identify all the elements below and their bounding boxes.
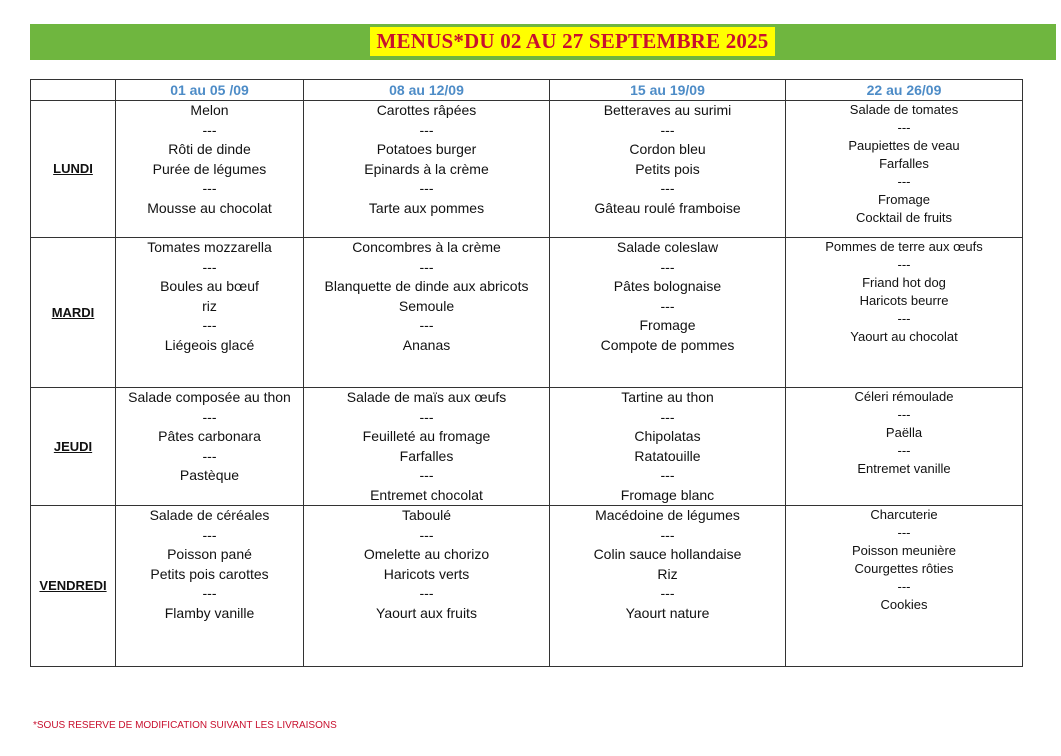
separator: ---: [419, 526, 434, 543]
separator: ---: [897, 174, 911, 189]
dish-item: Petits pois: [635, 160, 700, 177]
dish-item: Concombres à la crème: [352, 239, 501, 255]
dish-item: Tomates mozzarella: [147, 239, 272, 255]
menu-cell: [116, 388, 304, 506]
dish-item: riz: [202, 297, 217, 314]
separator: ---: [897, 525, 911, 540]
dish-item: Pâtes bolognaise: [613, 278, 722, 294]
dish-item: Farfalles: [399, 447, 454, 464]
separator: ---: [897, 257, 911, 272]
dish-item: Charcuterie: [870, 507, 938, 522]
dish-item: Chipolatas: [634, 428, 701, 444]
dish-item: Tartine au thon: [621, 389, 714, 405]
menu-cell: [550, 238, 786, 388]
dish-item: Riz: [657, 565, 678, 582]
separator: ---: [660, 467, 675, 483]
dish-item: Cordon bleu: [629, 141, 706, 157]
menu-row-mardi: [31, 238, 1023, 388]
separator: ---: [202, 317, 217, 333]
dish-item: Compote de pommes: [600, 336, 735, 353]
separator: ---: [202, 180, 217, 196]
dish-item: Entremet chocolat: [370, 486, 483, 503]
separator: ---: [897, 407, 911, 422]
separator: ---: [419, 258, 434, 275]
day-label: MARDI: [31, 238, 116, 388]
dish-item: Colin sauce hollandaise: [593, 546, 742, 562]
menu-cell: [304, 101, 550, 238]
separator: ---: [202, 447, 217, 464]
dish-item: Liégeois glacé: [164, 336, 255, 353]
dish-item: Epinards à la crème: [364, 160, 489, 177]
dish-item: Feuilleté au fromage: [362, 428, 491, 444]
dish-item: Yaourt nature: [625, 604, 710, 621]
dish-item: Salade composée au thon: [128, 389, 291, 405]
dish-item: Pommes de terre aux œufs: [825, 239, 983, 254]
menu-cell: [550, 388, 786, 506]
dish-item: Taboulé: [401, 507, 452, 523]
dish-item: Blanquette de dinde aux abricots: [324, 278, 529, 294]
dish-item: Haricots beurre: [859, 293, 949, 308]
separator: ---: [897, 579, 911, 594]
dish-item: Céleri rémoulade: [854, 389, 954, 404]
separator: ---: [897, 443, 911, 458]
dish-item: Carottes râpées: [376, 102, 477, 118]
separator: ---: [660, 121, 675, 138]
separator: ---: [660, 526, 675, 543]
menu-cell: [786, 506, 1023, 667]
page-title: MENUS*DU 02 AU 27 SEPTEMBRE 2025: [376, 29, 769, 53]
separator: ---: [660, 585, 675, 601]
menu-row-vendredi: [31, 506, 1023, 667]
separator: ---: [660, 408, 675, 425]
column-header-week-2: 08 au 12/09: [304, 80, 550, 101]
separator: ---: [202, 258, 217, 275]
dish-item: Betteraves au surimi: [603, 102, 732, 118]
dish-item: Omelette au chorizo: [363, 546, 490, 562]
dish-item: Pâtes carbonara: [158, 428, 261, 444]
day-label: VENDREDI: [31, 506, 116, 667]
column-header-week-1: 01 au 05 /09: [116, 80, 304, 101]
title-box: [370, 27, 775, 56]
dish-item: Purée de légumes: [152, 160, 267, 177]
menu-cell: [550, 506, 786, 667]
separator: ---: [202, 526, 217, 543]
column-header-week-3: 15 au 19/09: [550, 80, 786, 101]
menu-table: [30, 79, 1023, 667]
dish-item: Courgettes rôties: [854, 561, 954, 576]
separator: ---: [660, 258, 675, 275]
menu-row-jeudi: [31, 388, 1023, 506]
dish-item: Paupiettes de veau: [848, 138, 960, 153]
menu-cell: [550, 101, 786, 238]
dish-item: Fromage: [639, 317, 696, 333]
dish-item: Cocktail de fruits: [855, 210, 953, 225]
menu-cell: [786, 238, 1023, 388]
dish-item: Poisson meunière: [851, 543, 957, 558]
menu-cell: [786, 388, 1023, 506]
header-row: [31, 80, 1023, 101]
dish-item: Paëlla: [885, 425, 923, 440]
menu-cell: [304, 238, 550, 388]
dish-item: Ananas: [402, 336, 451, 353]
dish-item: Poisson pané: [167, 546, 252, 562]
dish-item: Salade de maïs aux œufs: [346, 389, 507, 405]
dish-item: Yaourt aux fruits: [376, 604, 477, 621]
dish-item: Semoule: [398, 297, 455, 314]
separator: ---: [202, 408, 217, 425]
separator: ---: [419, 467, 434, 483]
dish-item: Petits pois carottes: [150, 565, 269, 582]
separator: ---: [419, 408, 434, 425]
menu-cell: [304, 388, 550, 506]
dish-item: Macédoine de légumes: [595, 507, 740, 523]
dish-item: Rôti de dinde: [168, 141, 251, 157]
dish-item: Salade de céréales: [149, 507, 270, 523]
dish-item: Farfalles: [879, 156, 929, 171]
separator: ---: [897, 311, 911, 326]
dish-item: Ratatouille: [634, 447, 701, 464]
corner-cell: [31, 80, 116, 101]
menu-cell: [116, 506, 304, 667]
footnote: *SOUS RESERVE DE MODIFICATION SUIVANT LES LIVRAISONS: [33, 720, 337, 731]
dish-item: Boules au bœuf: [160, 278, 259, 294]
dish-item: Flamby vanille: [164, 604, 255, 621]
dish-item: Tarte aux pommes: [368, 199, 485, 216]
title-banner: [30, 24, 1056, 60]
day-label: JEUDI: [31, 388, 116, 506]
dish-item: Entremet vanille: [857, 461, 951, 476]
dish-item: Haricots verts: [383, 565, 470, 582]
separator: ---: [419, 585, 434, 601]
menu-cell: [116, 101, 304, 238]
menu-cell: [116, 238, 304, 388]
separator: ---: [419, 180, 434, 196]
dish-item: Friand hot dog: [862, 275, 946, 290]
menu-cell: [304, 506, 550, 667]
dish-item: Melon: [190, 102, 229, 118]
dish-item: Fromage blanc: [620, 486, 715, 503]
separator: ---: [202, 585, 217, 601]
separator: ---: [660, 297, 675, 314]
dish-item: Fromage: [877, 192, 931, 207]
separator: ---: [419, 121, 434, 138]
separator: ---: [419, 317, 434, 333]
separator: ---: [897, 120, 911, 135]
day-label: LUNDI: [31, 101, 116, 238]
dish-item: Potatoes burger: [376, 141, 477, 157]
column-header-week-4: 22 au 26/09: [786, 80, 1023, 101]
dish-item: Salade coleslaw: [616, 239, 719, 255]
dish-item: Salade de tomates: [849, 102, 959, 117]
menu-row-lundi: [31, 101, 1023, 238]
dish-item: Pastèque: [179, 467, 240, 483]
dish-item: Gâteau roulé framboise: [594, 199, 741, 216]
separator: ---: [660, 180, 675, 196]
dish-item: Yaourt au chocolat: [850, 329, 958, 344]
dish-item: Cookies: [880, 597, 928, 612]
dish-item: Mousse au chocolat: [147, 199, 272, 216]
menu-cell: [786, 101, 1023, 238]
menu-body: [31, 101, 1023, 667]
separator: ---: [202, 121, 217, 138]
